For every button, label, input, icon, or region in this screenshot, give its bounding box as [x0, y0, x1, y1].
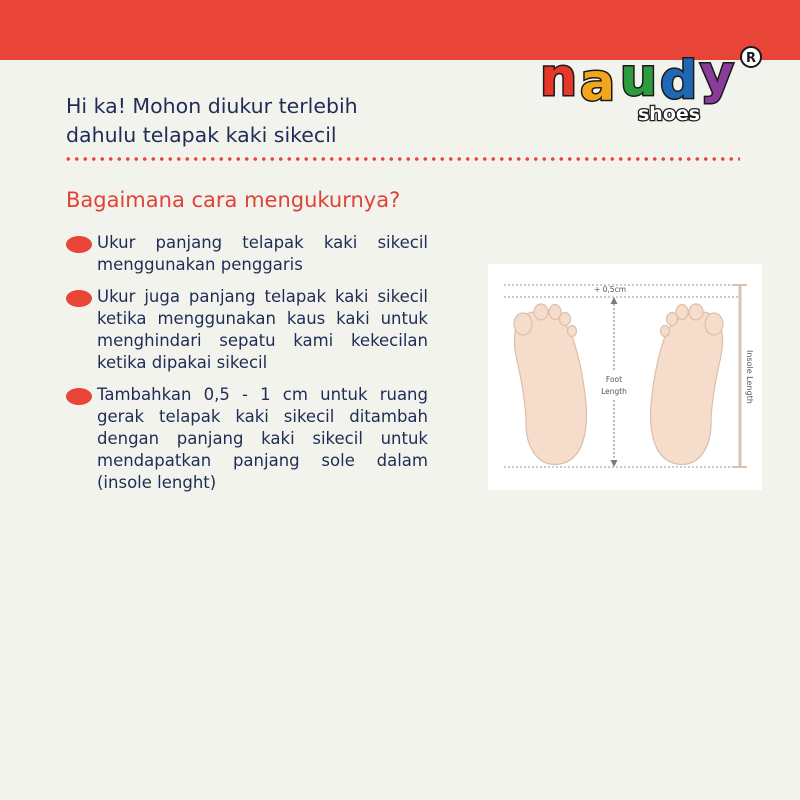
heading-line-1: Hi ka! Mohon diukur terlebih	[66, 94, 358, 118]
logo-letter-n: n	[540, 48, 578, 108]
logo-letter-u: u	[620, 48, 658, 108]
foot-measurement-diagram	[488, 264, 762, 490]
registered-mark: R	[745, 51, 757, 66]
allowance-label: + 0,5cm	[593, 285, 627, 294]
right-foot-icon	[651, 304, 723, 464]
step-item	[66, 232, 428, 276]
section-question: Bagaimana cara mengukurnya?	[66, 188, 401, 212]
left-foot-icon	[514, 304, 586, 464]
step-text: Tambahkan 0,5 - 1 cm untuk ruang gerak telapak kaki sikecil ditambah dengan panjang kaki sikecil untuk mendapatkan panjang sole dalam (insole lenght)	[97, 385, 428, 492]
logo-subtitle: shoes	[638, 103, 701, 125]
step-text: Ukur juga panjang telapak kaki sikecil ketika menggunakan kaus kaki untuk menghindari sepatu kami kekecilan ketika dipakai sikecil	[97, 287, 428, 372]
arrow-down-icon	[611, 460, 618, 467]
bullet-dot-icon	[66, 290, 92, 307]
bullet-dot-icon	[66, 388, 92, 405]
measurement-steps	[66, 232, 428, 504]
step-text: Ukur panjang telapak kaki sikecil menggunakan penggaris	[97, 233, 428, 274]
logo-letter-y: y	[700, 45, 734, 105]
page-heading	[66, 92, 506, 150]
naudy-shoes-logo	[538, 40, 768, 130]
step-item	[66, 286, 428, 374]
insole-length-label: Insole Length	[745, 350, 754, 404]
logo-letter-d: d	[660, 51, 698, 111]
foot-length-label-line1: Foot	[605, 375, 623, 384]
bullet-dot-icon	[66, 236, 92, 253]
foot-length-label-line2: Length	[601, 387, 627, 396]
step-item	[66, 384, 428, 494]
heading-line-2: dahulu telapak kaki sikecil	[66, 123, 337, 147]
dotted-divider	[64, 155, 740, 163]
arrow-up-icon	[611, 297, 618, 304]
logo-letter-a: a	[580, 53, 616, 113]
